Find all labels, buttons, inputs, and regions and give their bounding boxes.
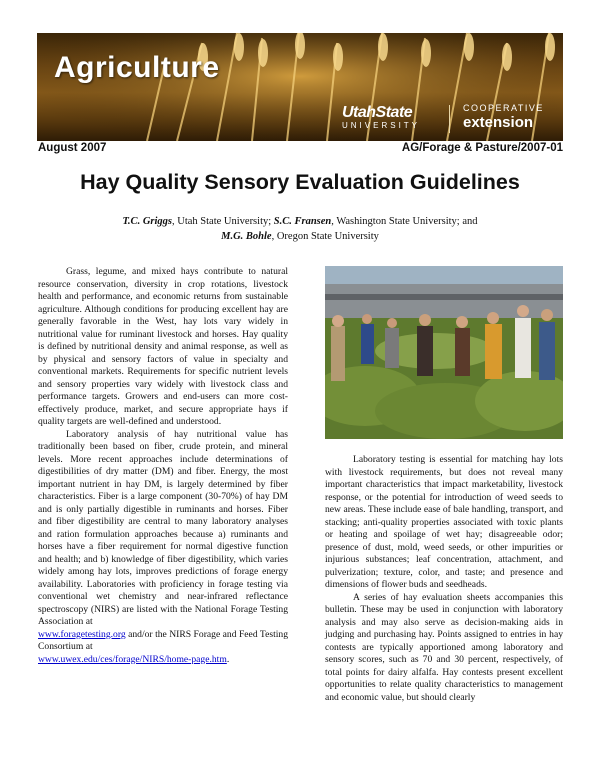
banner-title: Agriculture xyxy=(54,51,220,84)
body-paragraph: Grass, legume, and mixed hays contribute to natural resource conservation, diversity in crop rotations, livestock health and performance, and economic returns from sustainable agriculture. Although conditions for producing excellent hay are generally favorable in the West, hay lots vary widely in nutritional value for ruminant livestock and horses. Hay quality is defined by nutritional density and animal response, as well as by physical and sensory factors of value in specialty and conventional markets. Requirements for specific nutrient levels and sensory properties vary widely with livestock class and performance targets. Growers and end-users can more cost-effectively produce, market, and secure appropriate hays if quality targets are well-defined and understood. xyxy=(38,266,288,427)
header-banner xyxy=(37,33,563,141)
photo-illustration xyxy=(325,266,563,439)
usu-logo[interactable] xyxy=(342,105,420,130)
nirs-consortium-link[interactable]: www.uwex.edu/ces/forage/NIRS/home-page.htm xyxy=(38,653,227,665)
author-list xyxy=(60,214,540,244)
body-paragraph: Laboratory testing is essential for matching hay lots with livestock requirements, but does not reveal many important characteristics that impact marketability, livestock response, or the potential for introduction of weed seeds to new areas. These include ease of bale handling, transport, and stacking; anti-quality properties associated with toxic plants or heating and spoilage of wet hay; disagreeable odor; presence of dust, mold, weed seeds, or other impurities or injurious substances; leaf concentration, attachment, and pulverization; texture, color, and taste; and presence and dimensions of flower buds and seedheads. xyxy=(325,454,563,590)
foragetesting-link[interactable]: www.foragetesting.org xyxy=(38,628,126,640)
extension-logo-line1: COOPERATIVE xyxy=(463,103,544,113)
left-column xyxy=(38,266,288,666)
author-name: T.C. Griggs xyxy=(122,216,172,227)
body-paragraph xyxy=(38,429,288,667)
hay-evaluation-photo xyxy=(325,266,563,439)
author-affiliation: , Washington State University; and xyxy=(331,216,478,227)
body-text: . xyxy=(226,653,230,665)
logo-divider xyxy=(449,105,450,133)
usu-logo-line1: UtahState xyxy=(342,104,413,121)
publication-code: AG/Forage & Pasture/2007-01 xyxy=(401,142,563,154)
extension-logo-line2: extension xyxy=(463,114,534,131)
extension-logo[interactable] xyxy=(463,104,544,130)
author-affiliation: , Utah State University; xyxy=(172,216,274,227)
body-text: Laboratory analysis of hay nutritional value has traditionally been based on fiber, crude protein, and mineral levels. More recent approaches include determinations of digestibilities of dry matter (DM) and fiber. Energy, the most important nutrient in hay DM, is largely determined by fiber characteristics. Fiber is a large component (30-70%) of hay DM and is only partially digestible in ruminants and horses. Fiber and fiber digestibility are central to many laboratory analyses and ration formulation approaches because a) ruminants and horses have a fiber requirement for normal digestive function and health; and b) knowledge of fiber digestibility, which varies widely among hay lots, improves predictions of forage energy availability. Laboratories with proficiency in forage testing via conventional wet chemistry and near-infrared reflectance spectroscopy (NIRS) are listed with the National Forage Testing Association at xyxy=(38,428,288,627)
author-affiliation: , Oregon State University xyxy=(271,231,379,242)
publication-date: August 2007 xyxy=(38,142,107,154)
right-column xyxy=(325,454,563,704)
usu-logo-line2: UNIVERSITY xyxy=(342,121,421,130)
author-name: M.G. Bohle xyxy=(221,231,272,242)
author-name: S.C. Fransen xyxy=(273,216,332,227)
body-text: and/or the NIRS Forage and Feed Testing Consortium at xyxy=(38,628,288,652)
page-title: Hay Quality Sensory Evaluation Guidelines xyxy=(80,170,520,194)
body-paragraph: A series of hay evaluation sheets accompanies this bulletin. These may be used in conjunction with laboratory analysis and may also serve as decision-making aids in judging and purchasing hay. Points assigned to entries in hay contests are typically apportioned among laboratory and sensory scores, such as 70 and 30 percent, respectively, of total points for dairy alfalfa. Hay contests present excellent opportunities to relate quality characteristics to management and economic value, but should clearly xyxy=(325,591,563,703)
